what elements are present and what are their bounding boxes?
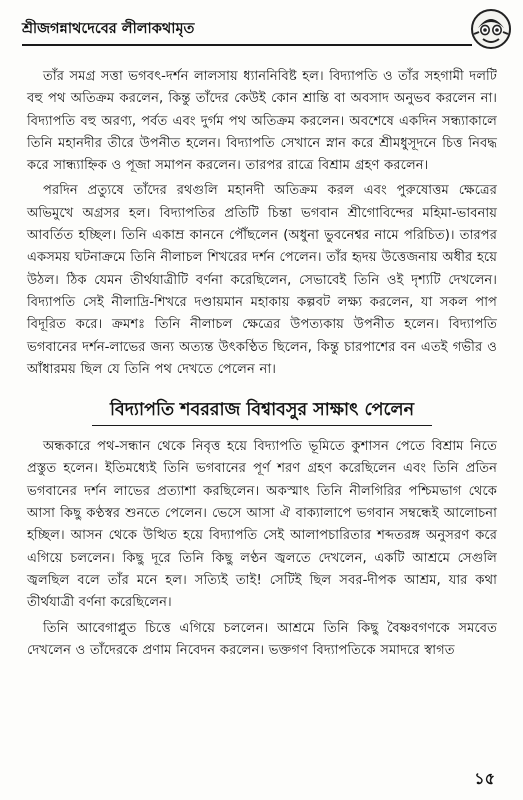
- paragraph: অন্ধকারে পথ-সন্ধান থেকে নিবৃত্ত হয়ে বিদ্যাপতি ভূমিতে কুশাসন পেতে বিশ্রাম নিতে প্রস্তুত হলেন। ইতিমধ্যেই তিনি ভগবানের পূর্ণ শরণ গ্রহণ করেছিলেন এবং তিনি প্রতিন ভগবানের দর্শন লাভের প্রত্যাশা করছিলেন। অকস্মাৎ তিনি নীলগিরির পশ্চিমভাগ থেকে আসা কিছু কণ্ঠস্বর শুনতে পেলেন। ভেসে আসা ঐ বাক্যালাপে ভগবান সম্বন্ধেই আলোচনা হচ্ছিল। আসন থেকে উত্থিত হয়ে বিদ্যাপতি সেই আলাপচারিতার শব্দতরঙ্গ অনুসরণ করে এগিয়ে চললেন। কিছু দূরে তিনি কিছু লণ্ঠন জ্বলতে দেখলেন, একটি আশ্রমে সেগুলি জ্বলছিল বলে তাঁর মনে হল। সত্যিই তাই! সেটিই ছিল সবর-দীপক আশ্রম, যার কথা তীর্থযাত্রী বর্ণনা করেছিলেন।: [27, 439, 497, 611]
- page-body: [27, 66, 497, 665]
- paragraph: পরদিন প্রত্যুষে তাঁদের রথগুলি মহানদী অতিক্রম করল এবং পুরুষোত্তম ক্ষেত্রের অভিমুখে অগ্রসর হল। বিদ্যাপতির প্রতিটি চিন্তা ভগবান শ্রীগোবিন্দের মহিমা-ভাবনায় আবর্তিত হচ্ছিল। তিনি একাম্র কাননে পৌঁছলেন (অধুনা ভুবনেশ্বর নামে পরিচিত)। তারপর একসময় ঘটনাক্রমে তিনি নীলাচল শিখরের দর্শন পেলেন। তাঁর হৃদয় উত্তেজনায় অধীর হয়ে উঠল। ঠিক যেমন তীর্থযাত্রীটি বর্ণনা করেছিলেন, সেভাবেই তিনি ওই দৃশ্যটি দেখলেন। বিদ্যাপতি সেই নীলাদ্রি-শিখরে দণ্ডায়মান মহাকায় কল্পবট লক্ষ্য করলেন, যা সকল পাপ বিদূরিত করে। ক্রমশঃ তিনি নীলাচল ক্ষেত্রের উপত্যকায় উপনীত হলেন। বিদ্যাপতি ভগবানের দর্শন-লাভের জন্য অত্যন্ত উৎকণ্ঠিত ছিলেন, কিন্তু চারপাশের বন এতই গভীর ও আঁধারময় ছিল যে তিনি পথ দেখতে পেলেন না।: [27, 183, 497, 377]
- running-title: শ্রীজগন্নাথদেবের লীলাকথামৃত: [22, 21, 195, 37]
- section-heading: [27, 397, 497, 426]
- jagannath-emblem-icon: [470, 8, 512, 50]
- section-heading-text: বিদ্যাপতি শবররাজ বিশ্বাবসুর সাক্ষাৎ পেলেন: [109, 400, 415, 421]
- header-rule: [22, 44, 472, 46]
- paragraph: তাঁর সমগ্র সত্তা ভগবৎ-দর্শন লালসায় ধ্যাননিবিষ্ট হল। বিদ্যাপতি ও তাঁর সহগামী দলটি বহু পথ অতিক্রম করলেন, কিন্তু তাঁদের কেউই কোন শ্রান্তি বা অবসাদ অনুভব করলেন না। বিদ্যাপতি বহু অরণ্য, পর্বত এবং দুর্গম পথ অতিক্রম করলেন। অবশেষে একদিন সন্ধ্যাকালে তিনি মহানদীর তীরে উপনীত হলেন। বিদ্যাপতি সেখানে স্নান করে শ্রীমধুসূদনে চিত্ত নিবদ্ধ করে সান্ধ্যাহ্নিক ও পূজা সমাপন করলেন। তারপর রাত্রে বিশ্রাম গ্রহণ করলেন।: [27, 69, 497, 174]
- heading-underline: [92, 425, 432, 426]
- page-number: ১৫: [474, 769, 495, 788]
- running-header: [22, 14, 472, 48]
- paragraph: তিনি আবেগাপ্লুত চিত্তে এগিয়ে চললেন। আশ্রমে তিনি কিছু বৈষ্ণবগণকে সমবেত দেখলেন ও তাঁদেরকে প্রণাম নিবেদন করলেন। ভক্তগণ বিদ্যাপতিকে সমাদরে স্বাগত: [27, 620, 497, 658]
